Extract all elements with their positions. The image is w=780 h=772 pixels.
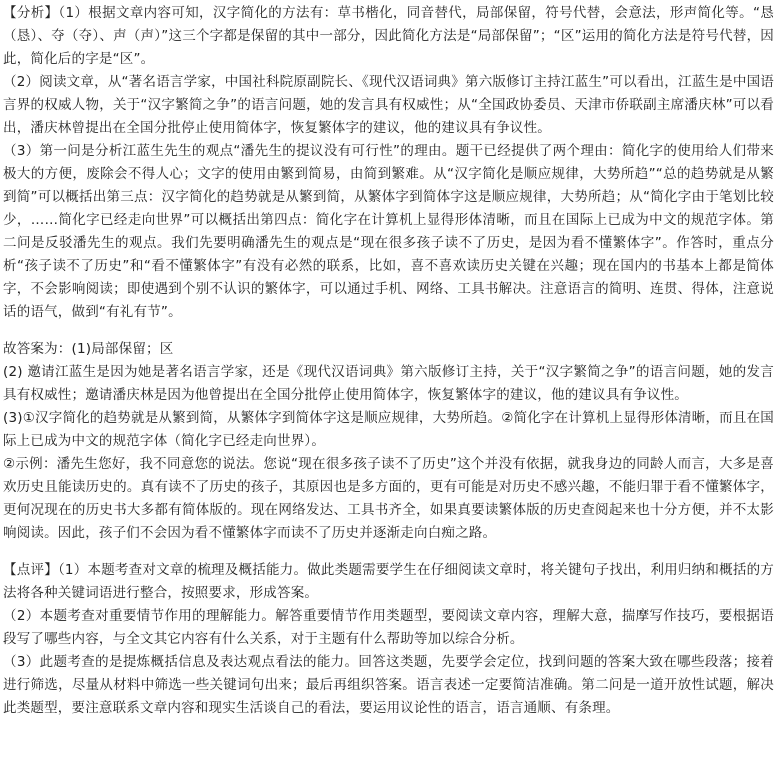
analysis-paragraph-3: （3）第一问是分析江蓝生先生的观点“潘先生的提议没有可行性”的理由。题干已经提供了两个理由：简化字的使用给人们带来极大的方便，废除会不得人心；文字的使用由繁到简易，由简到繁难。从“汉字简化是顺应规律，大势所趋”“总的趋势就是从繁到简”可以概括出第三点：汉字简化的趋势就是从繁到简，从繁体字到简体字这是顺应规律，大势所趋；从“简化字由于笔划比较少，……简化字已经走向世界”可以概括出第四点：简化字在计算机上显得形体清晰，而且在国际上已成为中文的规范字体。第二问是反驳潘先生的观点。我们先要明确潘先生的观点是“现在很多孩子读不了历史，是因为看不懂繁体字”。作答时，重点分析“孩子读不了历史”和“看不懂繁体字”有没有必然的联系，比如，喜不喜欢读历史关键在兴趣；现在国内的书基本上都是简体字，不会影响阅读；即使遇到个别不认识的繁体字，可以通过手机、网络、工具书解决。注意语言的简明、连贯、得体，注意说话的语气，做到“有礼有节”。: [3, 143, 774, 320]
answer-paragraph-3: (3)①汉字简化的趋势就是从繁到简，从繁体字到简体字这是顺应规律，大势所趋。②简化字在计算机上显得形体清晰，而且在国际上已成为中文的规范字体（简化字已经走向世界）。: [3, 410, 774, 449]
answer-section: [3, 338, 774, 545]
analysis-paragraph-2: （2）阅读文章，从“著名语言学家，中国社科院原副院长、《现代汉语词典》第六版修订主持江蓝生”可以看出，江蓝生是中国语言界的权威人物，关于“汉字繁简之争”的语言问题，她的发言具有权威性；从“全国政协委员、天津市侨联副主席潘庆林”可以看出，潘庆林曾提出在全国分批停止使用简体字，恢复繁体字的建议，他的建议具有争议性。: [3, 74, 774, 136]
answer-lead: 故答案为：(1)局部保留；区: [3, 341, 174, 357]
answer-paragraph-2: (2) 邀请江蓝生是因为她是著名语言学家，还是《现代汉语词典》第六版修订主持，关于“汉字繁简之争”的语言问题，她的发言具有权威性；邀请潘庆林是因为他曾提出在全国分批停止使用简体字，恢复繁体字的建议，他的建议具有争议性。: [3, 364, 774, 403]
review-text-1: （1）本题考查对文章的梳理及概括能力。做此类题需要学生在仔细阅读文章时，将关键句子找出，利用归纳和概括的方法将各种关键词语进行整合，按照要求，形成答案。: [3, 562, 774, 601]
analysis-label: 【分析】: [3, 5, 59, 21]
review-paragraph-3: （3）此题考查的是提炼概括信息及表达观点看法的能力。回答这类题，先要学会定位，找到问题的答案大致在哪些段落；接着进行筛选，尽量从材料中筛选一些关键词句出来；最后再组织答案。语言表述一定要简洁准确。第二问是一道开放性试题，解决此类题型，要注意联系文章内容和现实生活谈自己的看法，要运用议论性的语言，语言通顺、有条理。: [3, 654, 774, 716]
answer-paragraph-example: ②示例：潘先生您好，我不同意您的说法。您说“现在很多孩子读不了历史”这个并没有依据，就我身边的同龄人而言，大多是喜欢历史且能读历史的。真有读不了历史的孩子，其原因也是多方面的，更有可能是对历史不感兴趣，不能归罪于看不懂繁体字，更何况现在的历史书大多都有简体版的。现在网络发达、工具书齐全，如果真要读繁体版的历史查阅起来也十分方便，并不太影响阅读。因此，孩子们不会因为看不懂繁体字而读不了历史并逐渐走向白痴之路。: [3, 456, 774, 541]
review-paragraph-1: [3, 559, 774, 605]
review-label: 【点评】: [3, 562, 58, 578]
review-section: [3, 559, 774, 720]
analysis-paragraph-1: [3, 2, 774, 71]
analysis-section: [3, 2, 774, 324]
review-paragraph-2: （2）本题考查对重要情节作用的理解能力。解答重要情节作用类题型，要阅读文章内容，理解大意，揣摩写作技巧，要根据语段写了哪些内容，与全文其它内容有什么关系，对于主题有什么帮助等加以综合分析。: [3, 608, 774, 647]
analysis-text-1: （1）根据文章内容可知，汉字简化的方法有：草书楷化，同音替代，局部保留，符号代替，会意法，形声简化等。“恳（恳）、夺（夺）、声（声）”这三个字都是保留的其中一部分，因此简化方法是“局部保留”；“区”运用的简化方法是符号代替，因此，简化后的字是“区”。: [3, 5, 774, 67]
